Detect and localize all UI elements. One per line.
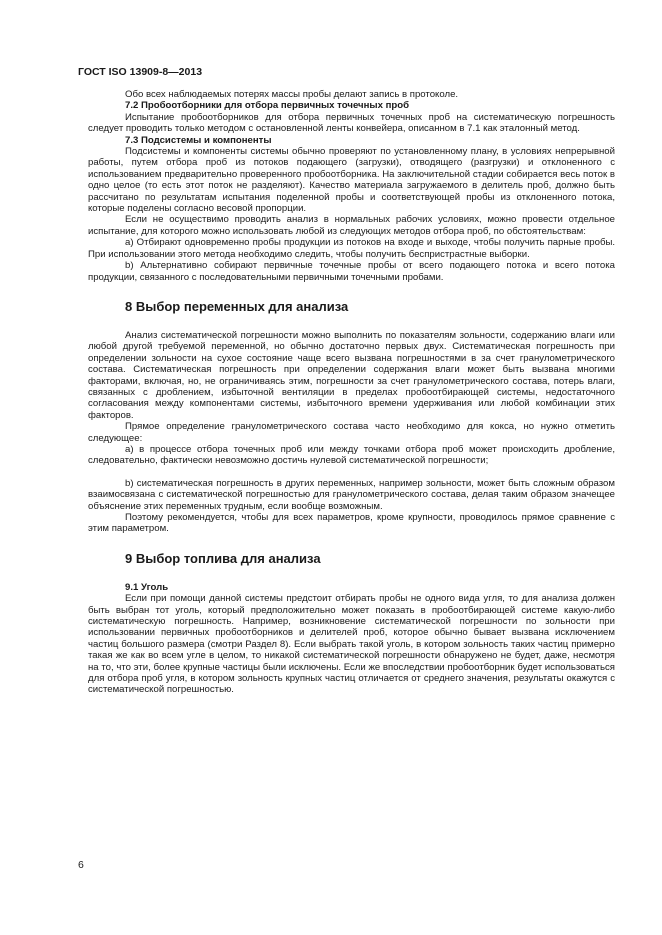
page-number: 6 (78, 859, 84, 871)
paragraph-7-3-2: Если не осуществимо проводить анализ в нормальных рабочих условиях, можно провести отдельное испытание, для которого можно использовать любой из следующих методов отбора проб, по обстоятельствам: (88, 214, 615, 237)
page-content (88, 89, 615, 696)
section-heading-8: 8 Выбор переменных для анализа (125, 298, 349, 314)
paragraph-8-3: Поэтому рекомендуется, чтобы для всех параметров, кроме крупности, проводилось прямое сравнение с этим параметром. (88, 512, 615, 535)
subsection-heading-7-2: 7.2 Пробоотборники для отбора первичных точечных проб (125, 100, 410, 112)
subsection-heading-7-3: 7.3 Подсистемы и компоненты (125, 134, 272, 146)
list-item-8-b: b) систематическая погрешность в других переменных, например зольности, может быть сложным образом взаимосвязана с систематической погрешностью для гранулометрического состава, делая таким образом значещее объяснение этих переменных трудным, если вообще возможным. (88, 477, 615, 512)
section-heading-9: 9 Выбор топлива для анализа (125, 550, 321, 566)
paragraph-8-1: Анализ систематической погрешности можно выполнить по показателям зольности, содержанию влаги или любой другой требуемой переменной, но обычно достаточно первых двух. Систематическая погрешность при определении зольности на сухое состояние чаще всего вызвана погрешностями в за счет гранулометрического состава. Систематическая погрешность при определении содержания влаги может быть вызвана многими факторами, включая, но, не ограничиваясь этим, погрешности за счет гранулометрического состава, потерь влаги, связанных с дроблением, избыточной вентиляции в пределах пробоотбирающей системы, недостаточного согласования между компонентами системы, избыточного времени удерживания или любой комбинации этих факторов. (88, 329, 615, 421)
standard-header: ГОСТ ISO 13909-8—2013 (78, 66, 203, 78)
list-item-7-3-b: b) Альтернативно собирают первичные точечные пробы от всего подающего потока и всего потока продукции, связанного с последовательными первичными точечными пробами. (88, 260, 615, 283)
list-item-8-a: а) в процессе отбора точечных проб или между точками отбора проб может происходить дробление, следовательно, фактически невозможно достичь нулевой систематической погрешности; (88, 443, 615, 467)
subsection-heading-9-1: 9.1 Уголь (125, 581, 169, 593)
paragraph-7-2: Испытание пробоотборников для отбора первичных точечных проб на систематическую погрешность следует проводить только методом с остановленной ленты конвейера, описанном в 7.1 как эталонный метод. (88, 111, 615, 135)
list-item-7-3-a: а) Отбирают одновременно пробы продукции из потоков на входе и выходе, чтобы получить парные пробы. При использовании этого метода необходимо следить, чтобы получить беспристрастные выборки. (88, 237, 615, 260)
paragraph-7-3-1: Подсистемы и компоненты системы обычно проверяют по установленному плану, в условиях непрерывной работы, путем отбора проб из потоков подающего (загрузки), отводящего (разгрузки) и отклоненного с использованием предварительно проверенного пробоотборника. На заключительной стадии собирается весь поток в одно целое (то есть этот поток не разделяют). Качество материала загружаемого в делитель проб, должно быть рассчитано по результатам испытания поделенной пробы и соответствующей пробы из отклоненного потока, которые поделены согласно весовой пропорции. (88, 146, 615, 215)
paragraph-8-2: Прямое определение гранулометрического состава часто необходимо для кокса, но нужно отметить следующее: (88, 421, 615, 444)
paragraph-intro: Обо всех наблюдаемых потерях массы пробы делают запись в протоколе. (125, 89, 459, 100)
spacer (88, 467, 615, 478)
paragraph-9-1: Если при помощи данной системы предстоит отбирать пробы не одного вида угля, то для анализа должен быть выбран тот уголь, который предположительно может показать в пробоотбирающей системе какую-либо систематическую погрешность. Например, возникновение систематической погрешности по зольности при использовании первичных пробоотборников и делителей проб, которое обычно бывает вызвана исключением частиц большого размера (смотри Раздел 8). Если выбрать такой уголь, в котором зольность таких частиц примерно такая же как во всем угле в целом, то никакой систематической погрешности обнаружено не будет, даже, несмотря на то, что эти, более крупные частицы были исключены. Если же впоследствии пробоотборник будет использоваться для отбора проб угля, в котором зольность крупных частиц отличается от среднего значения, результаты окажутся с систематической погрешностью. (88, 593, 615, 696)
